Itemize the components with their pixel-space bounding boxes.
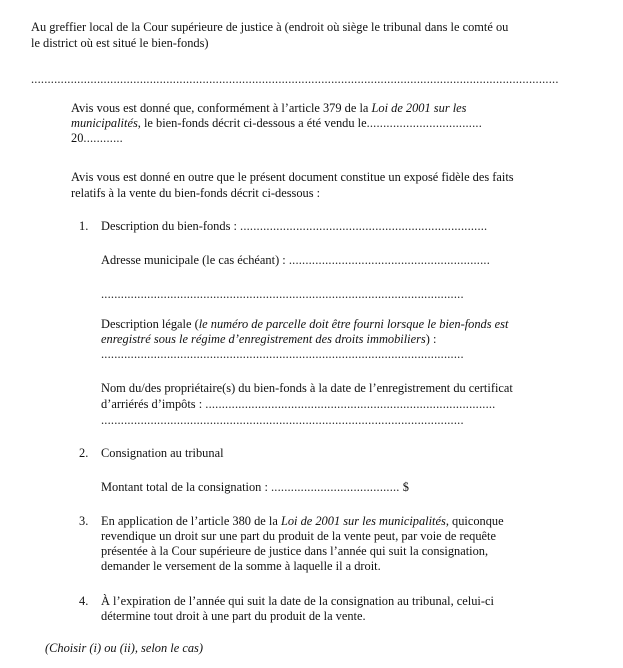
expiry-paragraph-line-2: détermine tout droit à une part du produit de la vente. bbox=[101, 609, 366, 623]
sale-year-field: ............ bbox=[83, 131, 123, 145]
deposit-amount-line: Montant total de la consignation : ....................................... $ bbox=[101, 480, 409, 494]
claim-paragraph-line-1: En application de l’article 380 de la Loi de 2001 sur les municipalités, quiconque bbox=[101, 514, 504, 528]
sale-date-field: ................................... bbox=[366, 116, 482, 130]
legal-description-field: .............................................................................................................. bbox=[101, 347, 464, 361]
addressee-fill-line: ................................................................................................................................................................ bbox=[31, 72, 559, 86]
notice-statement-line-2: relatifs à la vente du bien-fonds décrit ci-dessous : bbox=[71, 186, 321, 200]
municipal-address-field: ............................................................. bbox=[288, 253, 491, 267]
addressee-line-2: le district où est situé le bien-fonds) bbox=[31, 36, 209, 50]
notice-sale-line-1: Avis vous est donné que, conformément à l’article 379 de la Loi de 2001 sur les bbox=[71, 101, 467, 115]
expiry-paragraph-line-1: À l’expiration de l’année qui suit la date de la consignation au tribunal, celui-ci bbox=[101, 594, 494, 608]
item-1-number: 1. bbox=[79, 219, 89, 233]
choose-option-instruction: (Choisir (i) ou (ii), selon le cas) bbox=[45, 641, 203, 655]
municipal-address-extra-field: .............................................................................................................. bbox=[101, 287, 464, 301]
legal-description-line-1: Description légale (le numéro de parcelle doit être fourni lorsque le bien-fonds est bbox=[101, 317, 509, 331]
item-2-number: 2. bbox=[79, 446, 89, 460]
court-deposit-heading: Consignation au tribunal bbox=[101, 446, 224, 460]
owner-name-line-2: d’arriérés d’impôts : ........................................................................................ bbox=[101, 397, 496, 411]
property-description-field: ........................................................................... bbox=[240, 219, 488, 233]
item-4-number: 4. bbox=[79, 594, 89, 608]
claim-paragraph-line-3: présentée à la Cour supérieure de justice dans l’année qui suit la consignation, bbox=[101, 544, 489, 558]
item-3-number: 3. bbox=[79, 514, 89, 528]
owner-name-field: ........................................................................................ bbox=[205, 397, 496, 411]
deposit-amount-field: ....................................... bbox=[271, 480, 400, 494]
property-description-line: Description du bien-fonds : ........................................................................... bbox=[101, 219, 488, 233]
claim-paragraph-line-4: demander le versement de la somme à laquelle il a droit. bbox=[101, 559, 381, 573]
addressee-line-1: Au greffier local de la Cour supérieure de justice à (endroit où siège le tribunal dans le comté ou bbox=[31, 20, 509, 34]
claim-paragraph-line-2: revendique un droit sur une part du produit de la vente peut, par voie de requête bbox=[101, 529, 496, 543]
legal-description-line-2: enregistré sous le régime d’enregistrement des droits immobiliers) : bbox=[101, 332, 437, 346]
municipal-address-line: Adresse municipale (le cas échéant) : ............................................................. bbox=[101, 253, 491, 267]
owner-name-extra-field: .............................................................................................................. bbox=[101, 413, 464, 427]
notice-sale-line-3: 20............ bbox=[71, 131, 123, 145]
notice-statement-line-1: Avis vous est donné en outre que le présent document constitue un exposé fidèle des faits bbox=[71, 170, 514, 184]
owner-name-line-1: Nom du/des propriétaire(s) du bien-fonds à la date de l’enregistrement du certificat bbox=[101, 381, 513, 395]
notice-sale-line-2: municipalités, le bien-fonds décrit ci-dessous a été vendu le................................... bbox=[71, 116, 482, 130]
